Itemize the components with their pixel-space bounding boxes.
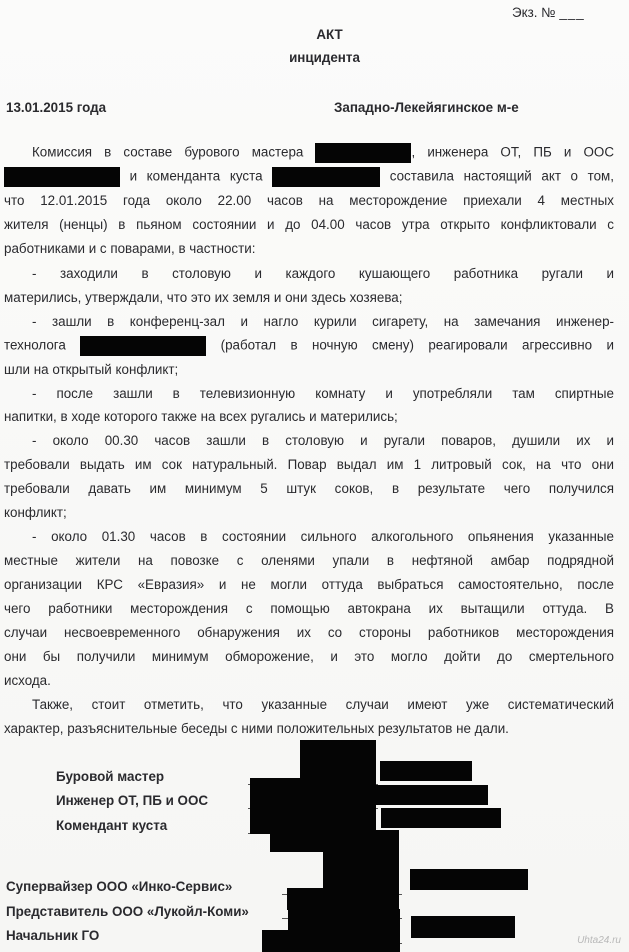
paragraph-line: чего работники месторождения с помощью автокрана их вытащили оттуда. В [4, 601, 614, 616]
redaction-block [287, 888, 399, 910]
document-title: АКТ [316, 27, 343, 42]
paragraph-line: - после зашли в телевизионную комнату и употребляли там спиртные [32, 386, 614, 401]
paragraph-line: напитки, в ходе которого также на всех ругались и матерились; [4, 409, 398, 424]
signature-label-representative: Представитель ООО «Лукойл-Коми» [6, 904, 249, 919]
copy-number: Экз. № ___ [512, 5, 585, 20]
paragraph-line: и коменданта куста составила настоящий акт о том, [4, 167, 614, 187]
signature-label-engineer: Инженер ОТ, ПБ и ООС [56, 793, 209, 808]
paragraph-line: что 12.01.2015 года около 22.00 часов на месторождение приехали 4 местных [4, 193, 614, 208]
paragraph-line: исхода. [4, 673, 51, 688]
redaction-block [323, 830, 399, 892]
paragraph-line: шли на открытый конфликт; [4, 362, 179, 377]
redaction-block [315, 143, 411, 163]
paragraph-line: случаи несвоевременного обнаружения их со стороны работников месторождения [4, 625, 614, 640]
paragraph-line: требовали давать им минимум 5 штук соков, в результате чего получился [4, 481, 614, 496]
paragraph-line: Также, стоит отметить, что указанные случаи имеют уже систематический [32, 697, 614, 712]
redaction-block [381, 808, 501, 828]
paragraph-line: они бы получили минимум обморожение, и это могло дойти до смертельного [4, 649, 614, 664]
redaction-block [410, 869, 528, 890]
watermark: Uhta24.ru [577, 935, 621, 946]
paragraph-line: - зашли в конференц-зал и нагло курили сигарету, на замечания инженер- [32, 314, 614, 329]
paragraph-line: местные жители на повозке с оленями упали в нефтяной амбар подрядной [4, 553, 614, 568]
paragraph-line: - заходили в столовую и каждого кушающего работника ругали и [32, 266, 614, 281]
document-subtitle: инцидента [289, 50, 360, 65]
redaction-block [262, 930, 400, 952]
redaction-block [376, 785, 488, 805]
redaction-block [250, 778, 376, 834]
signature-label-go-head: Начальник ГО [6, 928, 100, 943]
paragraph-line: технолога (работал в ночную смену) реагировали агрессивно и [4, 336, 614, 356]
redaction-block [80, 336, 206, 356]
paragraph-line: конфликт; [4, 505, 67, 520]
paragraph-line: жителя (ненцы) в пьяном состоянии и до 04.00 часов утра открыто конфликтовали с [4, 217, 614, 232]
redaction-block [300, 740, 376, 780]
paragraph-line: матерились, утверждали, что это их земля и они здесь хозяева; [4, 290, 403, 305]
paragraph-line: требовали выдать им сок натуральный. Повар выдал им 1 литровый сок, на что они [4, 457, 614, 472]
redaction-block [380, 761, 472, 781]
paragraph-line: Комиссия в составе бурового мастера , инженера ОТ, ПБ и ООС [32, 143, 614, 163]
redaction-block [272, 167, 380, 187]
paragraph-line: организации КРС «Евразия» и не могли оттуда выбраться самостоятельно, после [4, 577, 614, 592]
redaction-block [411, 916, 515, 938]
paragraph-line: характер, разъяснительные беседы с ними положительных результатов не дали. [4, 721, 509, 736]
signature-label-supervisor: Супервайзер ООО «Инко-Сервис» [6, 879, 233, 894]
document-location: Западно-Лекейягинское м-е [334, 100, 519, 115]
document-date: 13.01.2015 года [6, 100, 107, 115]
signature-label-commandant: Комендант куста [56, 818, 168, 833]
paragraph-line: - около 01.30 часов в состоянии сильного алкогольного опьянения указанные [32, 529, 614, 544]
signature-label-driller: Буровой мастер [56, 769, 165, 784]
paragraph-line: - около 00.30 часов зашли в столовую и ругали поваров, душили их и [32, 433, 614, 448]
redaction-block [4, 167, 120, 187]
paragraph-line: работниками и с поварами, в частности: [4, 241, 256, 256]
